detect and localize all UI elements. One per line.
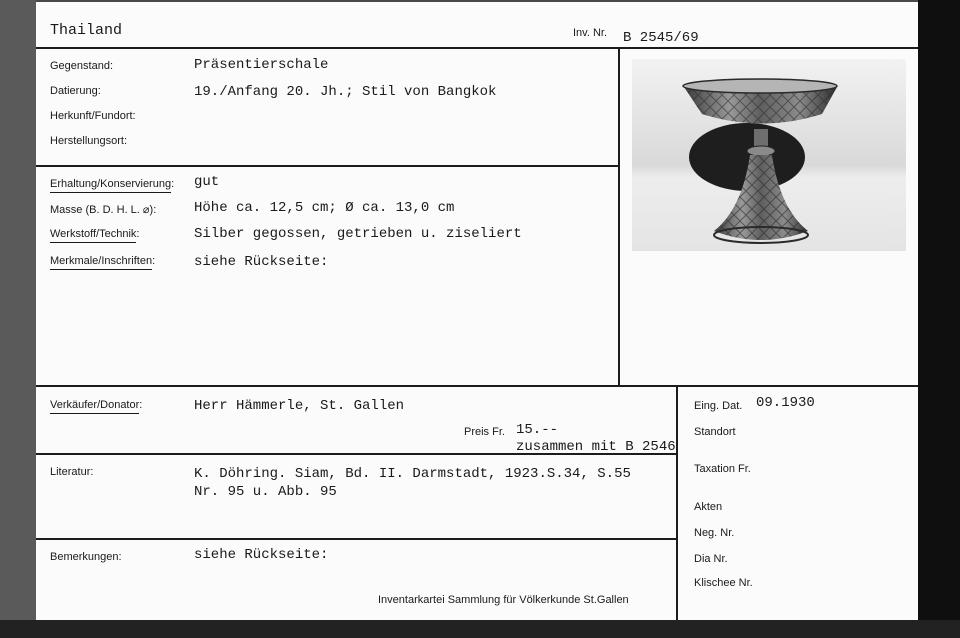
country: Thailand bbox=[50, 22, 123, 39]
object-photo bbox=[632, 59, 906, 251]
eing-dat-label: Eing. Dat. bbox=[694, 400, 743, 412]
verkaeufer-label: Verkäufer/Donator: bbox=[50, 399, 142, 411]
masse-label: Masse (B. D. H. L. ⌀): bbox=[50, 204, 157, 216]
neg-nr-label: Neg. Nr. bbox=[694, 527, 735, 539]
klischee-nr-label: Klischee Nr. bbox=[694, 577, 753, 589]
erhaltung-label: Erhaltung/Konservierung: bbox=[50, 178, 174, 190]
merkmale-label: Merkmale/Inschriften: bbox=[50, 255, 155, 267]
herkunft-label: Herkunft/Fundort: bbox=[50, 110, 136, 122]
bowl-image bbox=[632, 59, 906, 251]
preis-note: zusammen mit B 2546 bbox=[516, 439, 676, 455]
divider-vertical-upper bbox=[618, 47, 620, 387]
datierung-value: 19./Anfang 20. Jh.; Stil von Bangkok bbox=[194, 84, 497, 100]
background-left bbox=[0, 0, 36, 638]
eing-dat-value: 09.1930 bbox=[756, 395, 815, 411]
background-right bbox=[918, 0, 960, 638]
background-bottom bbox=[0, 620, 960, 638]
literatur-line1: K. Döhring. Siam, Bd. II. Darmstadt, 1923.S.34, S.55 bbox=[194, 466, 631, 482]
masse-value: Höhe ca. 12,5 cm; Ø ca. 13,0 cm bbox=[194, 200, 455, 216]
dia-nr-label: Dia Nr. bbox=[694, 553, 728, 565]
inv-nr-value: B 2545/69 bbox=[623, 30, 699, 46]
gegenstand-value: Präsentierschale bbox=[194, 57, 329, 73]
datierung-label: Datierung: bbox=[50, 85, 101, 97]
divider-vertical-lower bbox=[676, 385, 678, 620]
standort-label: Standort bbox=[694, 426, 736, 438]
divider-section1 bbox=[36, 165, 618, 167]
akten-label: Akten bbox=[694, 501, 723, 513]
literatur-label: Literatur: bbox=[50, 466, 94, 478]
divider-section2 bbox=[36, 385, 918, 387]
gegenstand-label: Gegenstand: bbox=[50, 60, 113, 72]
herstellungsort-label: Herstellungsort: bbox=[50, 135, 128, 147]
preis-value: 15.-- bbox=[516, 422, 559, 438]
werkstoff-value: Silber gegossen, getrieben u. ziseliert bbox=[194, 226, 522, 242]
card-footer: Inventarkartei Sammlung für Völkerkunde St.Gallen bbox=[378, 594, 629, 606]
divider-section4 bbox=[36, 538, 676, 540]
divider-header bbox=[36, 47, 918, 49]
bemerkungen-label: Bemerkungen: bbox=[50, 551, 122, 563]
inventory-card bbox=[36, 2, 918, 620]
verkaeufer-value: Herr Hämmerle, St. Gallen bbox=[194, 398, 405, 414]
bemerkungen-value: siehe Rückseite: bbox=[194, 547, 329, 563]
taxation-label: Taxation Fr. bbox=[694, 463, 751, 475]
inv-nr-label: Inv. Nr. bbox=[573, 27, 608, 39]
werkstoff-label: Werkstoff/Technik: bbox=[50, 228, 139, 240]
literatur-line2: Nr. 95 u. Abb. 95 bbox=[194, 484, 337, 500]
preis-label: Preis Fr. bbox=[464, 426, 505, 438]
erhaltung-value: gut bbox=[194, 174, 220, 190]
merkmale-value: siehe Rückseite: bbox=[194, 254, 329, 270]
